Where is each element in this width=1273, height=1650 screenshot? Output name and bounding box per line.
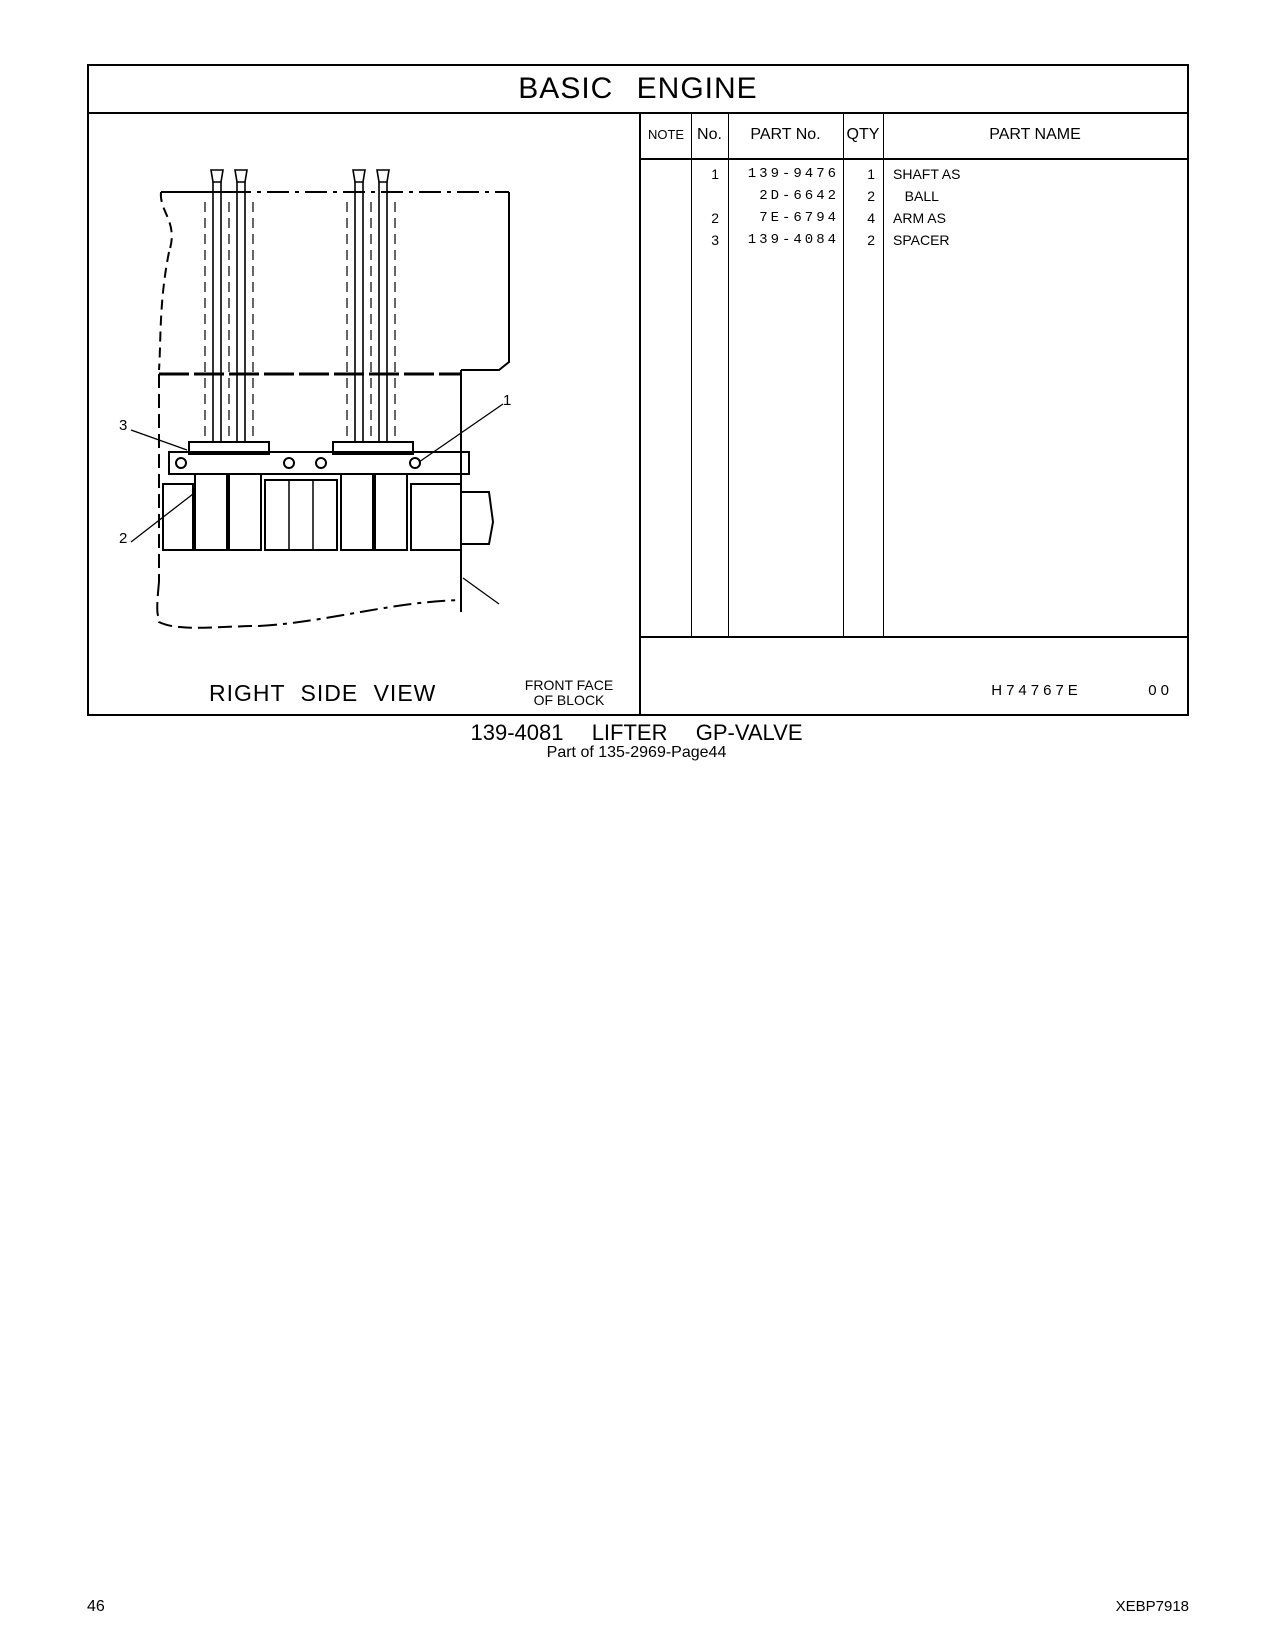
header-note: NOTE	[647, 127, 685, 142]
page-title: BASIC ENGINE	[518, 72, 758, 105]
row-part-no: 2D-6642	[759, 188, 839, 204]
lifter-illustration	[89, 112, 639, 716]
table-row	[641, 166, 1187, 188]
callout-3: 3	[119, 417, 128, 434]
table-bottom-rule	[641, 636, 1187, 638]
drawing-code: H74767E 00	[991, 682, 1173, 699]
row-no: 1	[711, 166, 719, 182]
front-face-line1: FRONT FACE	[524, 677, 614, 693]
page-number: 46	[87, 1598, 105, 1615]
front-face-line2: OF BLOCK	[533, 692, 605, 708]
title-bar	[89, 66, 1187, 114]
header-part-no: PART No.	[750, 126, 821, 143]
row-no: 2	[711, 210, 719, 226]
view-label: RIGHT SIDE VIEW	[209, 680, 437, 706]
row-part-name: SPACER	[893, 232, 950, 248]
table-row	[641, 210, 1187, 232]
table-row	[641, 188, 1187, 210]
parts-sheet-frame	[87, 64, 1189, 716]
table-header	[641, 112, 1187, 160]
row-part-no: 139-9476	[747, 166, 839, 182]
table-row	[641, 232, 1187, 254]
engine-drawing	[89, 112, 639, 716]
row-qty: 2	[867, 188, 875, 204]
callout-1: 1	[503, 392, 512, 409]
row-part-name: BALL	[893, 188, 939, 204]
row-part-name: SHAFT AS	[893, 166, 961, 182]
row-part-no: 7E-6794	[759, 210, 839, 226]
header-no: No.	[697, 126, 722, 143]
row-qty: 4	[867, 210, 875, 226]
caption-title: 139-4081 LIFTER GP-VALVE	[470, 720, 803, 745]
row-qty: 1	[867, 166, 875, 182]
header-part-name: PART NAME	[989, 126, 1081, 143]
row-part-name: ARM AS	[893, 210, 946, 226]
header-qty: QTY	[846, 126, 880, 143]
callout-2: 2	[119, 530, 128, 547]
row-no: 3	[711, 232, 719, 248]
row-qty: 2	[867, 232, 875, 248]
front-face-label	[509, 678, 629, 708]
row-part-no: 139-4084	[747, 232, 839, 248]
document-code: XEBP7918	[1115, 1598, 1189, 1615]
caption-subtitle: Part of 135-2969-Page44	[546, 744, 727, 761]
parts-table	[641, 112, 1187, 716]
